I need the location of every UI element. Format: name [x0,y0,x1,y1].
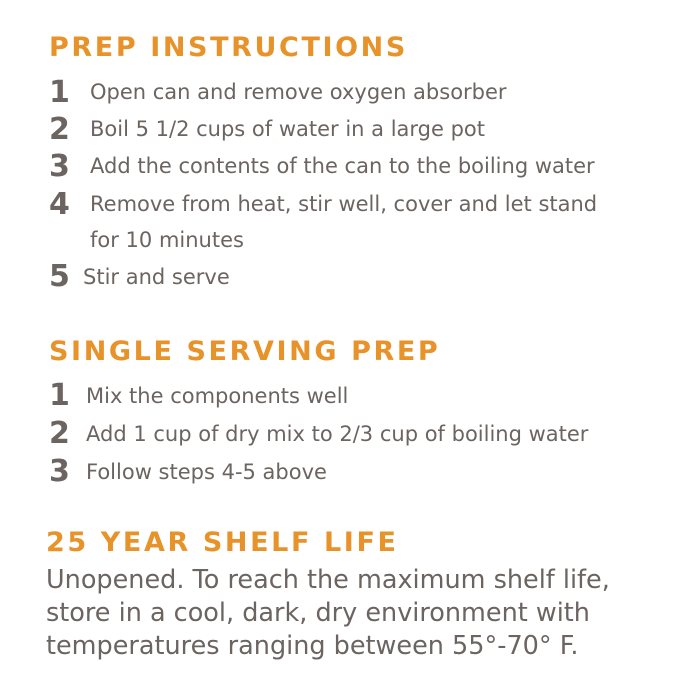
prep-step-1-text: Open can and remove oxygen absorber [90,80,507,104]
prep-step-1-number: 1 [49,75,70,110]
shelf-life-line-2: store in a cool, dark, dry environment with [46,598,590,628]
prep-step-3-text: Add the contents of the can to the boiling water [90,154,595,178]
single-step-2-text: Add 1 cup of dry mix to 2/3 cup of boiling water [86,422,589,446]
shelf-life-line-1: Unopened. To reach the maximum shelf life, [46,565,610,595]
single-step-3-number: 3 [49,454,70,489]
single-step-1-number: 1 [49,378,70,413]
prep-instructions-heading: PREP INSTRUCTIONS [49,32,408,63]
single-step-2-number: 2 [49,416,70,451]
single-step-1-text: Mix the components well [86,384,349,408]
shelf-life-heading: 25 YEAR SHELF LIFE [46,527,399,558]
prep-step-4-number: 4 [49,187,70,222]
prep-step-2-number: 2 [49,112,70,147]
prep-step-4-text: Remove from heat, stir well, cover and let stand [90,192,598,216]
single-step-3-text: Follow steps 4-5 above [86,460,327,484]
prep-step-5-text: Stir and serve [83,265,230,289]
prep-step-2-text: Boil 5 1/2 cups of water in a large pot [90,117,486,141]
prep-step-3-number: 3 [49,149,70,184]
single-serving-heading: SINGLE SERVING PREP [49,336,441,367]
shelf-life-line-3: temperatures ranging between 55°-70° F. [46,631,579,661]
prep-step-4-text-continued: for 10 minutes [90,228,244,252]
prep-step-5-number: 5 [49,259,70,294]
